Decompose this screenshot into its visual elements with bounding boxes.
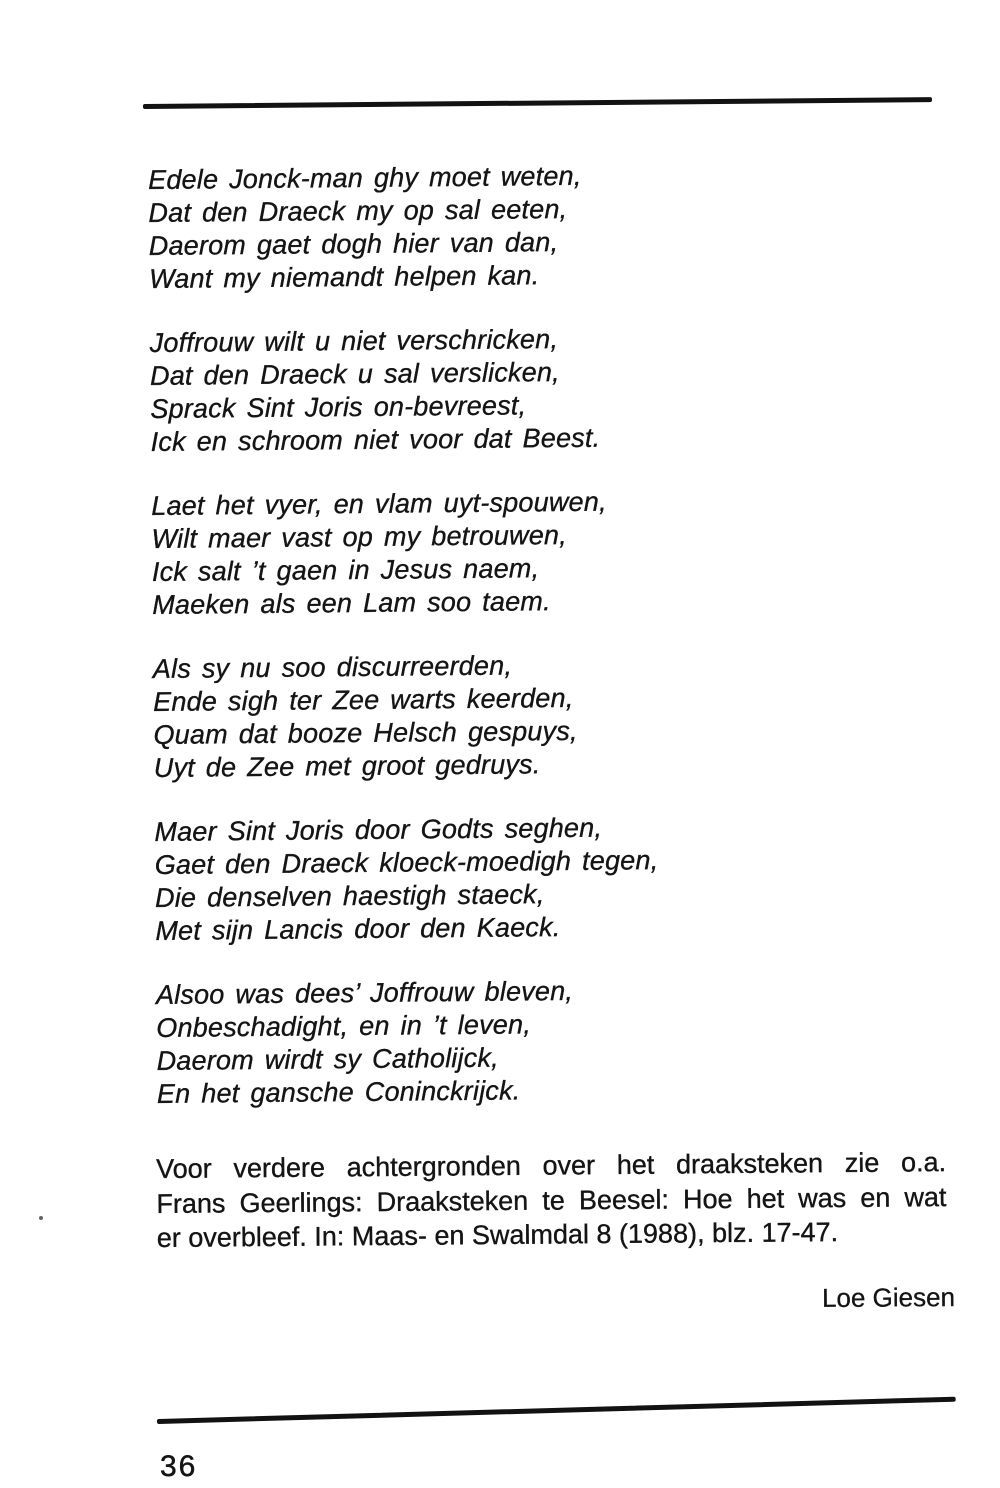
poem-line: Edele Jonck-man ghy moet weten,: [148, 160, 582, 195]
poem-line: Laet het vyer, en vlam uyt-spouwen,: [151, 486, 607, 521]
poem-line: Wilt maer vast op my betrouwen,: [151, 519, 568, 554]
poem-line: Uyt de Zee met groot gedruys.: [153, 749, 541, 783]
poem-line: Daerom gaet dogh hier van dan,: [148, 227, 559, 261]
poem-line: Die denselven haestigh staeck,: [154, 879, 545, 913]
poem-stanza: [153, 648, 658, 785]
poem-line: Daerom wirdt sy Catholijck,: [156, 1042, 499, 1076]
poem-stanza: [151, 485, 656, 622]
poem-line: Maer Sint Joris door Godts seghen,: [154, 812, 603, 847]
poem: [148, 159, 661, 1142]
poem-line: Als sy nu soo discurreerden,: [152, 650, 513, 684]
poem-line: Alsoo was dees’ Joffrouw bleven,: [155, 975, 574, 1010]
note-line: Frans Geerlings: Draaksteken te Beesel: Hoe het was en wat: [156, 1181, 947, 1219]
poem-line: Dat den Draeck u sal verslicken,: [149, 357, 560, 391]
top-rule: [143, 97, 932, 109]
poem-line: Quam dat booze Helsch gespuys,: [153, 715, 578, 750]
poem-line: Met sijn Lancis door den Kaeck.: [155, 912, 561, 946]
reference-note: [156, 1145, 947, 1255]
poem-stanza: [156, 974, 661, 1111]
poem-line: Ick salt ’t gaen in Jesus naem,: [151, 553, 540, 587]
ink-speck: [39, 1216, 43, 1220]
poem-line: Maeken als een Lam soo taem.: [152, 586, 551, 620]
poem-stanza: [148, 159, 653, 296]
author-signature: Loe Giesen: [821, 1282, 956, 1313]
poem-stanza: [154, 811, 659, 948]
note-line: er overbleef. In: Maas- en Swalmdal 8 (1988), blz. 17-47.: [156, 1217, 839, 1253]
poem-line: Dat den Draeck my op sal eeten,: [148, 193, 568, 228]
poem-line: Ick en schroom niet voor dat Beest.: [150, 422, 601, 457]
page-number: 36: [160, 1450, 198, 1483]
poem-line: Joffrouw wilt u niet verschricken,: [149, 324, 559, 358]
poem-line: Gaet den Draeck kloeck-moedigh tegen,: [154, 845, 659, 880]
poem-stanza: [150, 322, 655, 459]
bottom-rule: [157, 1397, 956, 1424]
poem-line: Want my niemandt helpen kan.: [148, 260, 540, 294]
poem-line: Ende sigh ter Zee warts keerden,: [153, 682, 574, 717]
poem-line: Sprack Sint Joris on-bevreest,: [150, 390, 527, 424]
poem-line: Onbeschadight, en in ’t leven,: [156, 1009, 532, 1043]
poem-line: En het gansche Coninckrijck.: [156, 1075, 521, 1109]
note-line: Voor verdere achtergronden over het draaksteken zie o.a.: [156, 1147, 947, 1184]
